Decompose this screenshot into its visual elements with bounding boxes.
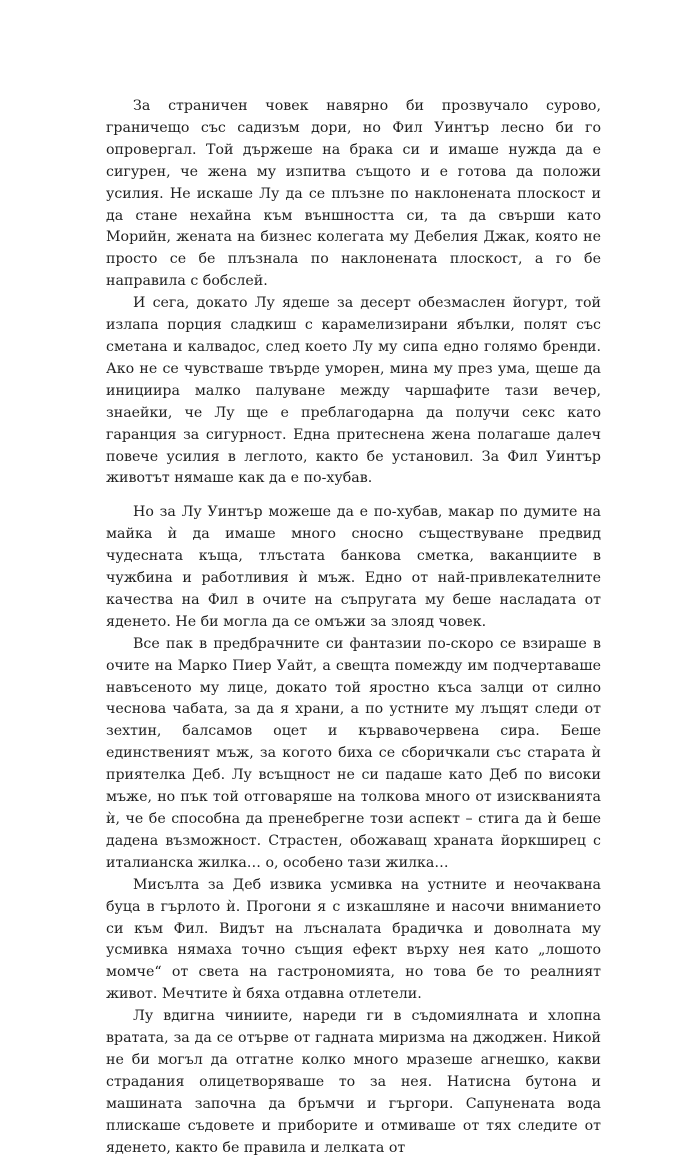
paragraph-3: Но за Лу Уинтър можеше да е по-хубав, макар по думите на майка ѝ да имаше много сносно съществуване предвид чудесната къща, тлъстата банкова сметка, ваканциите в чужбина и работливия ѝ мъж. Едно от най-привлекателните качества на Фил в очите на съпругата му беше насладата от яденето. Не би могла да се омъжи за злояд човек.: [106, 504, 601, 630]
paragraph-4: Все пак в предбрачните си фантазии по-скоро се взираше в очите на Марко Пиер Уайт, а свещта помежду им подчертаваше навъсеното му лице, докато той яростно къса залци от силно чеснова чабата, за да я храни, а по устните му лъщят следи от зехтин, балсамов оцет и кървавочервена сира. Беше единственият мъж, за когото биха се сборичкали със старата ѝ приятелка Деб. Лу всъщност не си падаше като Деб по високи мъже, но пък той отговаряше на толкова много от изискванията ѝ, че бе способна да пренебрегне този аспект – стига да ѝ беше дадена възможност. Страстен, обожаващ храната йоркширец с италианска жилка… о, особено тази жилка…: [106, 635, 601, 871]
paragraph-5: Мисълта за Деб извика усмивка на устните и неочаквана буца в гърлото ѝ. Прогони я с изкашляне и насочи вниманието си към Фил. Видът на лъсналата брадичка и доволната му усмивка нямаха точно същия ефект върху нея като „лошото момче“ от света на гастрономията, но това бе то реалният живот. Мечтите ѝ бяха отдавна отлетели.: [106, 876, 601, 1003]
paragraph-6: Лу вдигна чиниите, нареди ги в съдомиялната и хлопна вратата, за да се отърве от гадната миризма на джоджен. Никой не би могъл да отгатне колко много мразеше агнешко, какви страдания олицетворяваше то за нея. Натисна бутона и машината започна да бръмчи и гъргори. Сапунената вода плискаше съдовете и приборите и отмиваше от тях следите от яденето, както бе правила и лелката от: [106, 1008, 601, 1156]
paragraph-2: И сега, докато Лу ядеше за десерт обезмаслен йогурт, той излапа порция сладкиш с карамелизирани ябълки, полят със сметана и калвадос, след което Лу му сипа едно голямо бренди. Ако не се чувстваше твърде уморен, мина му през ума, щеше да инициира малко палуване между чаршафите тази вечер, знаейки, че Лу ще е преблагодарна да получи секс като гаранция за сигурност. Една притеснена жена полагаше далеч повече усилия в леглото, както бе установил. За Фил Уинтър животът нямаше как да е по-хубав.: [106, 295, 601, 487]
paragraph-1: За страничен човек навярно би прозвучало сурово, граничещо със садизъм дори, но Фил Уинтър лесно би го опровергал. Той държеше на брака си и имаше нужда да е сигурен, че жена му изпитва същото и е готова да положи усилия. Не искаше Лу да се плъзне по наклонената плоскост и да стане нехайна към външността си, та да свърши като Морийн, жената на бизнес колегата му Дебелия Джак, която не просто се бе плъзнала по наклонената плоскост, а го бе направила с бобслей.: [106, 98, 601, 290]
body-text: [106, 96, 601, 1160]
